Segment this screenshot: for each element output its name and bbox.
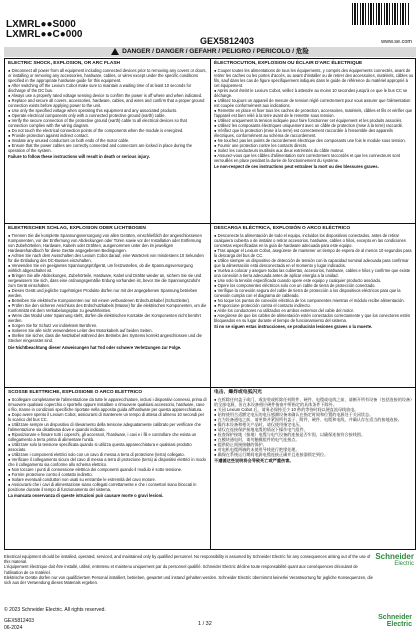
safety-instruction: ● Sorgen Sie für Schutz vor indirektem Berühren. bbox=[8, 323, 98, 329]
safety-instruction: ● 在模块通电时，请勿触摸组件的电气连接点。 bbox=[214, 436, 300, 442]
section-consequence: 不遵循这些说明将会导致死亡或严重伤害。 bbox=[214, 458, 294, 464]
section-consequence: Le non-respect de ces instructions peut entraîner la mort ou des blessures graves. bbox=[214, 164, 379, 170]
safety-instruction: ● 操作本设备和相关产品时，请仅使用指定电压。 bbox=[214, 421, 304, 427]
section-it bbox=[5, 388, 211, 549]
safety-instruction: ● No toque los puntos de conexión eléctrica de los componentes mientras el módulo recibe alimentación. bbox=[214, 298, 405, 304]
brand-logo-bottom: Electric bbox=[394, 561, 414, 567]
safety-instruction: ● Replace and secure all covers, accessories, hardware, cables, and wires and confirm that a proper ground connection exists before applying power to the unit. bbox=[8, 97, 205, 108]
section-zh bbox=[211, 388, 417, 549]
section-consequence: Failure to follow these instructions will result in death or serious injury. bbox=[8, 154, 150, 160]
safety-instruction: ● Asegúrese de que los cables de alimentación estén conectados correctamente y que los conectores estén bloqueados en su lugar durante el tiempo de funcionamiento del sistema. bbox=[214, 313, 411, 324]
safety-instruction: ● Dieses Gerät und jegliche zugehörigen Produkte dürfen nur mit der angegebenen Spannung betrieben werden. bbox=[8, 288, 198, 299]
safety-instruction: ● Utilisez les composants électriques uniquement avec un câble de protection (mise à la terre) raccordé. bbox=[214, 123, 404, 129]
safety-instruction: ● Utilisez toujours un appareil de mesure de tension réglé correctement pour vous assurer que l'alimentation est coupée conformément aux indications. bbox=[214, 97, 411, 108]
safety-instruction: ● Operate electrical components only with a connected protective ground (earth) cable. bbox=[8, 112, 166, 118]
safety-instruction: ● Betreiben Sie elektrische Komponenten nur mit einem verbundenen Erdschutzkabel (Schutzleiter). bbox=[8, 298, 191, 304]
brand-logo-small bbox=[375, 553, 414, 567]
safety-instruction: ● Utilice siempre un dispositivo de detección de tensión con la capacidad nominal adecuada para confirmar que la alimentación está desconectada en el momento y lugar indicados. bbox=[214, 257, 409, 268]
safety-instruction: ● Assicurarsi che i cavi di alimentazione siano collegati correttamente e che i connettori siano bloccati in posizione durante il tempo di funzionamento del sistema. bbox=[8, 482, 197, 493]
safety-instruction: ● Stellen Sie sicher, dass die Netzkabel während des Betriebs des Systems korrekt angeschlossen und die Stecker eingerastet sind. bbox=[8, 333, 202, 344]
safety-instruction: ● Provide protection against indirect contact. bbox=[8, 133, 89, 139]
model-list bbox=[6, 20, 82, 40]
brand-logo-top: Schneider bbox=[375, 552, 414, 561]
safety-instruction: ● Utilisez uniquement la tension indiquée pour faire fonctionner cet équipement et les produits associés. bbox=[214, 117, 403, 123]
safety-instruction: ● Use solo la tensión especificada cuando opere este equipo y cualquier producto asociado. bbox=[214, 277, 382, 283]
model-name-2: LXMRL●●C●000 bbox=[6, 29, 83, 40]
barcode bbox=[352, 3, 410, 25]
document-reference: GEX5812403 bbox=[200, 36, 255, 46]
safety-instruction: ● Opere los componentes eléctricos solo con un cable de tierra de protección conectado. bbox=[214, 282, 376, 288]
safety-instruction: ● Dopo avere spento il Lexium Cobot, assicurarsi di mantenere un tempo di attesa di almeno 10 secondi per lo scarico del bus CC. bbox=[8, 411, 205, 422]
safety-instruction: ● Insulate any unused conductors on both ends of the motor cable. bbox=[8, 138, 130, 144]
safety-instruction: ● Verify the secure connection of the protective ground (earth) cable to all electrical devices so that connection complies with the wiring diagram. bbox=[8, 117, 187, 129]
safety-instruction: ● Wenn das Modul unter Spannung steht, dürfen die elektrischen Kontakte der Komponenten nicht berührt werden. bbox=[8, 313, 201, 324]
safety-instruction: ● Après avoir éteint le Lexium Cobot, veillez à attendre au moins 10 secondes jusqu'à ce que le bus CC se décharge. bbox=[214, 87, 408, 98]
safety-instruction: ● Riposizionare e fissare tutti i coperchi, gli accessori, l'hardware, i cavi e i fili e controllare che esista un collegamento a terra prima di alimentare l'unità. bbox=[8, 431, 197, 442]
safety-instruction: ● 关闭 Lexium Cobot 后，请务必保持至少 10 秒的等待时间以便直流母线放电。 bbox=[214, 406, 359, 412]
safety-instruction: ● Tras apagar el Lexium Cobot, asegúrese de mantener un tiempo de espera de al menos 10 segundos para la descarga del bus de CC. bbox=[214, 247, 412, 258]
safety-instruction: ● Verifique la conexión segura del cable de tierra de protección a los dispositivos eléctricos para que la conexión cumpla con el diagrama de cableado. bbox=[214, 288, 401, 299]
safety-instruction: ● Prüfen Sie den sicheren Anschluss des Erdschutzkabels (Masse) für die elektrischen Komponenten, um die Konformität mit dem Verkabelungsplan zu gewährleisten. bbox=[8, 303, 207, 314]
safety-instruction: ● Verificare il collegamento sicuro del cavo di messa a terra di protezione (terra) ai dispositivi elettrici in modo che il collegamento sia conforme allo schema elettrico. bbox=[8, 457, 206, 468]
safety-instruction: ● 请仅在连接保护接地电缆的情况下操作电气组件。 bbox=[214, 426, 308, 432]
section-fr bbox=[211, 59, 417, 223]
safety-instruction: ● Vérifiez que la protection (mise à la terre) est correctement raccordée à l'ensemble des appareils électriques, conformément au schéma de raccordement. bbox=[214, 128, 393, 139]
safety-instruction: ● Remettre en place et fixer tous les caches de protection, accessoires, matériels, câbles et fils et vérifier que l'appareil est bien relié à la terre avant de le remettre sous tension. bbox=[214, 107, 413, 118]
danger-banner bbox=[4, 47, 416, 57]
safety-instruction: ● Bringen Sie alle Abdeckungen, Zubehörteile, Hardware, Kabel und Drähte wieder an, sichern Sie sie und vergewissern Sie sich, dass eine ordnungsgemäße Erdung vorhanden ist, bevor Sie die Spannungszufuhr zum Gerät einschalten. bbox=[8, 272, 202, 288]
safety-instruction: ● 对电机电缆两端的未使用导线进行绝缘处理。 bbox=[214, 446, 300, 452]
safety-instruction: ● Vuelva a colocar y asegure todas las cubiertas, accesorios, hardware, cables e hilos y confirme que existe una conexión a tierra adecuada antes de aplicar energía a la unidad. bbox=[214, 267, 411, 278]
footer-doc-info bbox=[4, 618, 34, 631]
safety-instruction: ● Verwenden Sie ein geeignetes Spannungsprüfgerät, um festzustellen, ob die Spannungsversorgung wirklich abgeschaltet ist. bbox=[8, 262, 193, 273]
section-consequence: Si no se siguen estas instrucciones, se producirán lesiones graves o la muerte. bbox=[214, 324, 373, 330]
safety-instruction: ● Non toccare i punti di connessione elettrica dei componenti quando il modulo è sotto tensione. bbox=[8, 467, 183, 473]
safety-instruction: ● Utilizzare sempre un dispositivo di rilevamento della tensione adeguatamente calibrato per verificare che l'alimentazione sia disattivata dove e quando indicato. bbox=[8, 421, 201, 432]
notice-de: Elektrische Geräte dürfen nur von qualifiziertem Personal installiert, betrieben, gewartet und instand gehalten werden. Schneider Electric übernimmt keinerlei Verantwortung für jegliche Konsequenzen, die sich aus der Verwendung dieses Materials ergeben. bbox=[4, 574, 373, 586]
section-de bbox=[5, 224, 211, 387]
safety-instruction: ● Couper toutes les alimentations de tous les équipements, y compris des équipements connectés, avant de retirer les caches ou les portes d'accès, ou avant d'installer ou de retirer des accessoires, matériels, câbles ou fils, sauf dans les cas de figure spécifiquement indiqués dans le guide de référence du matériel approprié à cet équipement. bbox=[214, 67, 414, 88]
safety-instruction: ● Fournir une protection contre les contacts directs. bbox=[214, 143, 308, 149]
safety-instruction: ● Utilizzare solo la tensione specificata quando si utilizza questa apparecchiatura e qualsiasi prodotto associato. bbox=[8, 441, 192, 452]
safety-instruction: ● Scollegare completamente l'alimentazione da tutte le apparecchiature, inclusi i dispositivi connessi, prima di rimuovere qualsiasi coperchio o sportello oppure installare o rimuovere qualsiasi accessorio, hardware, cavo o filo, tranne in condizioni specifiche riportate nella apposita guida all'hardware per questa apparecchiatura. bbox=[8, 396, 207, 412]
notice-fr: L'équipement électrique doit être installé, utilisé, entretenu et maintenu uniquement par du personnel qualifié. Schneider Electric décline toute responsabilité quant aux conséquences découlant de l'utilisation de ce matériel. bbox=[4, 564, 358, 575]
safety-instruction: ● 在拆除任何盖子或门，或安装或拆除任何附件、硬件、电缆或电线之前，请断开所有设备（包括连接的设备）的全部电源，但在本设备相应硬件指南中所指定的具体条件下除外。 bbox=[214, 396, 413, 407]
section-consequence: La mancata osservanza di queste istruzioni può causare morte o gravi lesioni. bbox=[8, 493, 164, 499]
section-title: ELEKTRISCHER SCHLAG, EXPLOSION ODER LICHTBOGEN bbox=[8, 226, 146, 231]
safety-instruction: ● Disconnect all power from all equipment including connected devices prior to removing any covers or doors, or installing or removing any accessories, hardware, cables, or wires except under the specific conditions specified in the appropriate hardware guide for this equipment. bbox=[8, 67, 207, 83]
safety-instruction: ● Do not touch the electrical connection points of the components when the module is energized. bbox=[8, 128, 184, 134]
se-logo-top: Schneider bbox=[378, 614, 412, 621]
copyright: © 2023 Schneider Electric. All rights reserved. bbox=[4, 607, 106, 613]
safety-instruction: ● Always use a properly rated voltage sensing device to confirm the power is off where and when indicated. bbox=[8, 92, 203, 98]
safety-instruction: ● Desconecte la alimentación de todo el equipo, incluidos los dispositivos conectados, antes de retirar cualquiera cubierta o de instalar o retirar accesorios, hardware, cables o hilos, excepto en las condiciones concretas especificadas en la guía de hardware adecuada para este equipo. bbox=[214, 232, 406, 248]
section-title: ELECTRIC SHOCK, EXPLOSION, OR ARC FLASH bbox=[8, 61, 121, 66]
safety-instruction: ● After switching off the Lexium Cobot make sure to maintain a waiting time of at least 10 seconds for discharge of the DC bus. bbox=[8, 82, 192, 93]
schneider-electric-logo bbox=[378, 614, 412, 628]
footer-date: 06-2024 bbox=[4, 624, 23, 631]
safety-instruction: ● 在为设备通电之前，请更换并紧固所有盖子、附件、硬件、电缆和电线，并确认存在适当的接地连接。 bbox=[214, 416, 402, 422]
danger-banner-text: DANGER / DANGER / GEFAHR / PELIGRO / PERICOLO / 危险 bbox=[122, 48, 309, 55]
safety-instruction: ● 始终使用合适额定电压的电压感测设备来确认在指定时间和位置的电源处于关闭状态。 bbox=[214, 411, 374, 417]
safety-instruction: ● Assurez-vous que les câbles d'alimentation sont correctement raccordés et que les connecteurs sont verrouillés en place pendant la durée de fonctionnement du système. bbox=[214, 153, 400, 164]
section-en bbox=[5, 59, 211, 223]
section-es bbox=[211, 224, 417, 387]
safety-instruction: ● 确保在系统运行期间电源电缆连接正确并且连接器锁定到位。 bbox=[214, 452, 329, 458]
safety-instruction: ● Achten Sie nach dem Ausschalten des Lexium Cobot darauf, eine Wartezeit von mindestens 10 Sekunden für die Entladung des DC-Busses einzuhalten. bbox=[8, 252, 204, 263]
safety-sections-grid bbox=[4, 58, 416, 550]
safety-instruction: ● Fornire protezione contro il contatto indiretto. bbox=[8, 472, 93, 478]
page-number: 1 / 32 bbox=[198, 621, 212, 627]
safety-instruction: ● Utilizzare i componenti elettrici solo con un cavo di messa a terra di protezione (terra) collegato. bbox=[8, 452, 185, 458]
section-title: ÉLECTROCUTION, EXPLOSION OU ÉCLAIR D'ARC ÉLECTRIQUE bbox=[214, 61, 363, 66]
safety-instruction: ● 提供防止间接接触的保护。 bbox=[214, 441, 267, 447]
safety-instruction: ● Isolieren Sie alle nicht verwendeten Leiter des Motorkabels auf beiden Seiten. bbox=[8, 328, 153, 334]
safety-instruction: ● Use only the specified voltage when operating this equipment and any associated products. bbox=[8, 107, 178, 113]
safety-instruction: ● Proporcione protección contra el contacto indirecto. bbox=[214, 303, 311, 309]
qualified-personnel-notice bbox=[4, 554, 374, 585]
se-logo-bottom: Electric bbox=[386, 621, 412, 628]
safety-instruction: ● Isolare eventuali conduttori non usati su entrambe le estremità del cavo motore. bbox=[8, 477, 156, 483]
notice-en: Electrical equipment should be installed, operated, serviced, and maintained only by qualified personnel. No responsibility is assumed by Schneider Electric for any consequences arising out of the use of this material. bbox=[4, 554, 371, 565]
section-consequence: Die Nichtbeachtung dieser Anweisungen hat Tod oder schwere Verletzungen zur Folge. bbox=[8, 344, 182, 350]
footer-doc-code: GEX5812403 bbox=[4, 618, 35, 624]
safety-instruction: ● Aísle los conductores no utilizados en ambos extremos del cable del motor. bbox=[214, 308, 354, 314]
model-name-1: LXMRL●●S000 bbox=[6, 19, 76, 30]
section-title: SCOSSE ELETTRICHE, ESPLOSIONE O ARCO ELETTRICO bbox=[8, 390, 143, 395]
section-title: 电击、爆炸或电弧闪光 bbox=[214, 390, 262, 395]
safety-instruction: ● Isolez les conducteurs inutilisés aux deux extrémités du câble moteur. bbox=[214, 148, 345, 154]
warning-triangle-icon bbox=[111, 48, 119, 55]
safety-instruction: ● Ensure that the power cables are correctly connected and connectors are locked in place during the operation of the system. bbox=[8, 143, 193, 154]
website-link[interactable]: www.se.com bbox=[381, 39, 412, 45]
safety-instruction: ● Trennen Sie die komplette Spannungsversorgung von allen Geräten, einschließlich der angeschlossenen Komponenten, vor der Entfernung von Abdeckungen oder Türen sowie vor der Installation oder Entfernung von Zubehörteilen, Hardware, Kabeln oder Drähten, ausgenommen unter den im jeweiligen Hardwarehandbuch für diese Geräte angegebenen Bedingungen. bbox=[8, 232, 202, 253]
section-title: DESCARGA ELÉCTRICA, EXPLOSIÓN O ARCO ELÉCTRICO bbox=[214, 226, 351, 231]
safety-instruction: ● Ne touchez pas les points de raccordement électrique des composants une fois le module sous tension. bbox=[214, 138, 406, 144]
safety-instruction: ● 检查保护接地（接地）电缆与电气设备的连接是否牢固，以确保连接符合接线图。 bbox=[214, 431, 365, 437]
